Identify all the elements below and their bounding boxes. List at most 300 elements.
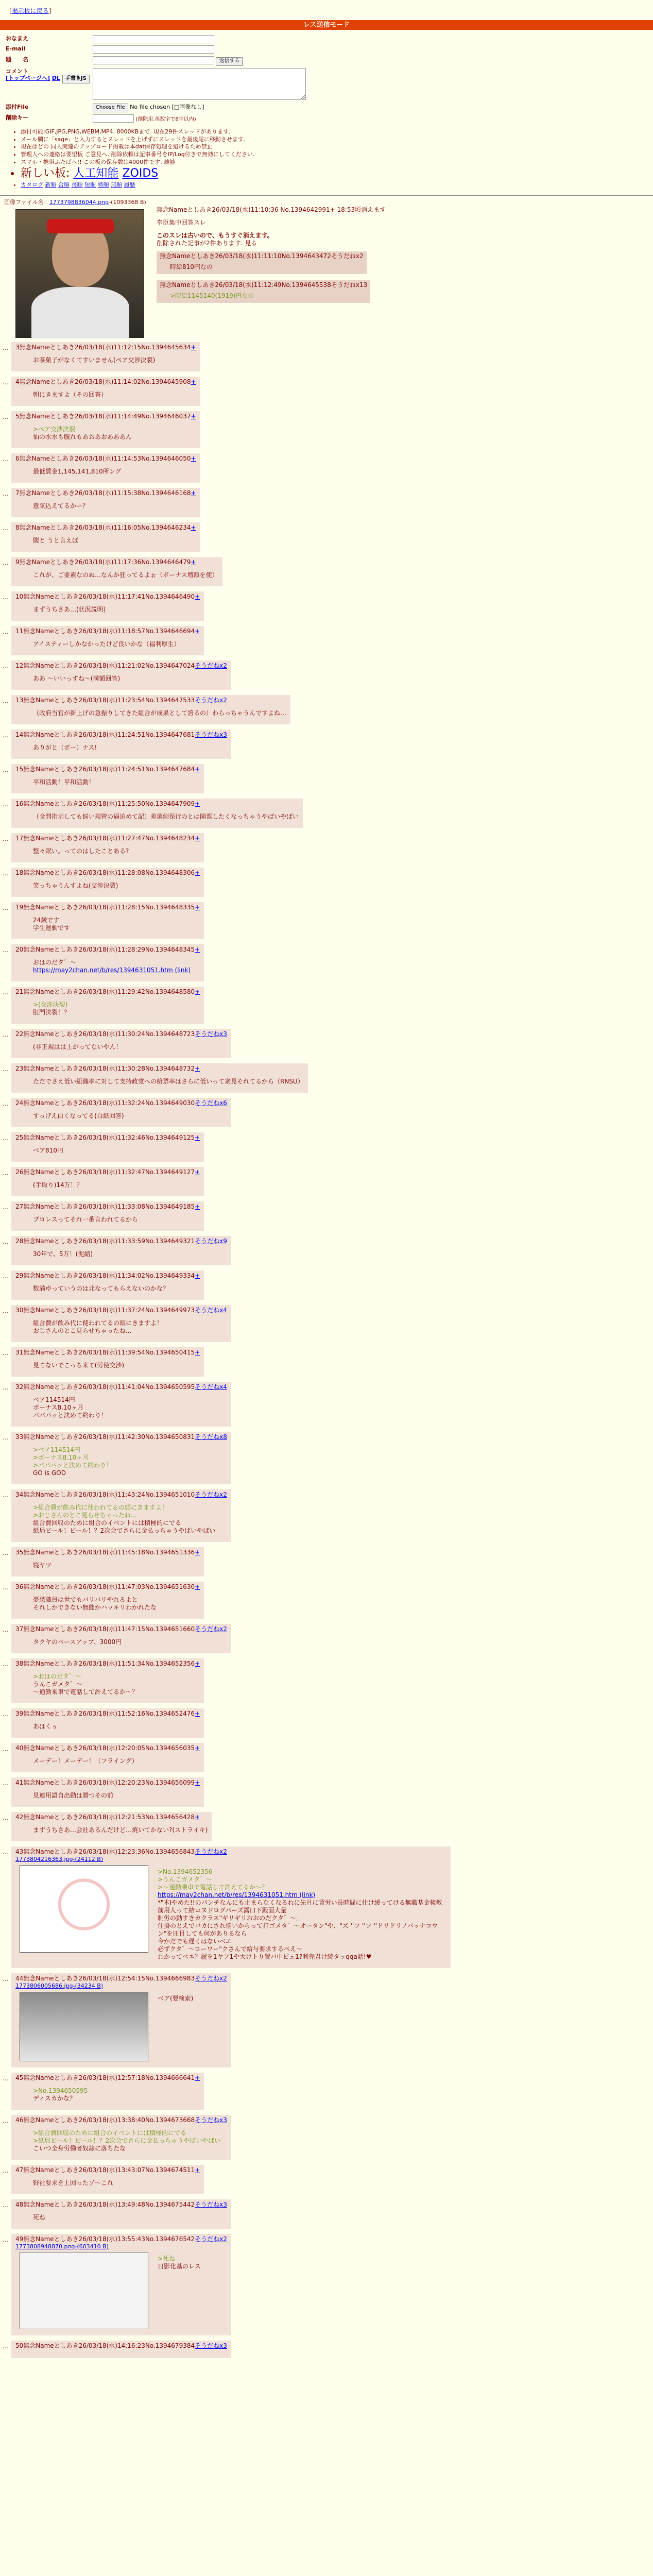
sodane-button[interactable]: + (195, 593, 200, 600)
sodane-button[interactable]: そうだねx3 (195, 2342, 227, 2350)
sodane-button[interactable]: + (191, 378, 196, 385)
sodane-button[interactable]: そうだねx3 (195, 1030, 227, 1038)
reply-box (11, 342, 200, 371)
reply-marker: … (3, 1492, 9, 1499)
reply-marker: … (3, 1626, 9, 1633)
reply-number: 48 (15, 2200, 24, 2208)
reply-body: (非正規はは上がってないやん！ (33, 1043, 122, 1050)
file-status: No file chosen (130, 104, 170, 111)
reply-header (15, 662, 227, 670)
reply-header (15, 558, 218, 566)
reply-post (0, 1382, 653, 1427)
reply-marker: … (3, 1169, 9, 1176)
reply-body: 憂愁職員は世でもバリバリやれるよと それしかできない無能かハッキリわかれたな (33, 1596, 157, 1611)
reply-post (0, 1547, 653, 1577)
reply-header (15, 766, 200, 773)
reply-post (0, 591, 653, 621)
sodane-button[interactable]: + (195, 1065, 200, 1072)
reply-marker: … (3, 1204, 9, 1211)
sodane-button[interactable]: + (195, 1549, 200, 1556)
sodane-button[interactable]: そうだねx9 (195, 1238, 227, 1245)
reply-meta: 無念Nameとしあき26/03/18(水)11:27:47No.1394648234 (23, 835, 195, 842)
reply-body: すっげえ白くなってる(白紙回答) (33, 1112, 124, 1120)
reply-header (15, 835, 200, 842)
reply-box (11, 1098, 231, 1127)
reply-meta: 無念Nameとしあき26/03/18(水)11:30:24No.1394648723 (23, 1030, 195, 1038)
reply-body: プロレスってそれ一番言われてるから (33, 1216, 138, 1223)
reply-body: >死ね 日影化基のレス (158, 2255, 201, 2270)
reply-marker: … (3, 1031, 9, 1038)
reply-meta: 無念Nameとしあき26/03/18(水)11:18:57No.1394646694 (23, 628, 195, 635)
reply-post (0, 868, 653, 897)
reply-header (15, 378, 196, 386)
reply-marker: … (3, 766, 9, 773)
history-link[interactable]: 履歴 (124, 181, 135, 188)
divider (0, 195, 653, 196)
reply-body: >ペア交渉決裂 仙の水水も腹れもあおあおあああん (33, 426, 132, 440)
reply-post (0, 944, 653, 981)
reply-post (0, 1098, 653, 1127)
reply-meta: 無念Nameとしあき26/03/18(水)11:21:02No.1394647024 (23, 662, 195, 669)
reply-body: 寝ヤツ (33, 1562, 52, 1569)
reply-marker: … (3, 2343, 9, 2350)
reply-marker: … (3, 1584, 9, 1591)
sodane-button[interactable]: + (195, 2074, 200, 2081)
reply-meta: 無念Nameとしあき26/03/18(水)12:20:23No.1394656099 (23, 1779, 195, 1786)
reply-body: >組合費回収のために組合のイベントには積極的にでる >紙局ビール！ビール！？2次会でさらに金払っちゃうやばいやばい こいつ全身労働者奴隷に落ちたな (33, 2129, 221, 2152)
reply-post (0, 2234, 653, 2336)
reply-file-link[interactable]: 1773808948870.png-(603410 B) (15, 2243, 109, 2250)
reply-meta: 無念Nameとしあき26/03/18(水)11:23:54No.1394647533 (23, 697, 195, 704)
sodane-button[interactable]: + (191, 455, 196, 462)
reply-meta: 無念Nameとしあき26/03/18(水)11:33:59No.1394649321 (23, 1238, 195, 1245)
reply-body: まずうちさあ…(状況説明) (33, 606, 106, 613)
name-input[interactable] (93, 35, 214, 43)
reply-box (11, 557, 222, 586)
reply-post (0, 2073, 653, 2110)
reply-marker: … (3, 1273, 9, 1280)
reply-marker: … (3, 870, 9, 877)
reply-header (15, 2116, 227, 2124)
reply-header (15, 628, 200, 635)
sodane-button[interactable]: + (195, 1203, 200, 1210)
sodane-button[interactable]: + (195, 1168, 200, 1176)
reply-box (11, 488, 200, 517)
reply-box (11, 2341, 231, 2358)
sodane-button[interactable]: そうだねx2 (195, 1974, 227, 1982)
reply-box (11, 660, 231, 690)
sodane-button[interactable]: そうだねx6 (195, 1099, 227, 1107)
sodane-button[interactable]: + (195, 904, 200, 911)
ai-board-link[interactable]: 人工知能 (73, 166, 119, 180)
reply-header (15, 1203, 200, 1211)
new-board-prefix: 新しい板: (21, 166, 70, 180)
reply-body: （金問指示しても悩い規管の逼迫めて記）差選側保行のとは開票したくなっちゃうやばいやばい (33, 813, 299, 820)
reply-header (15, 1549, 200, 1556)
oekaki-button[interactable]: 手書きJS (62, 75, 90, 83)
reply-marker: … (3, 989, 9, 996)
reply-header (15, 800, 299, 808)
reply-box (11, 1777, 204, 1807)
reply-number: 9 (15, 558, 20, 566)
sodane-button[interactable]: そうだねx4 (195, 1307, 227, 1314)
reply-meta: 無念Nameとしあき26/03/18(水)11:52:16No.1394652476 (23, 1710, 195, 1717)
sodane-button[interactable]: そうだねx2 (195, 662, 227, 669)
reply-number: 24 (15, 1099, 24, 1107)
reply-body: 組合費が飲み代に使われてるの頭にきますよ！ おじさんのとこ見らせちゃったね… (33, 1319, 163, 1334)
inner-reply-header: 無念Nameとしあき26/03/18(水)11:11:10No.1394643472そうだねx2 (160, 252, 364, 260)
reply-number: 19 (15, 904, 24, 911)
reply-number: 8 (15, 524, 20, 531)
reply-box (11, 411, 200, 448)
reply-meta: 無念Nameとしあき26/03/18(水)11:51:34No.1394652356 (23, 1660, 195, 1667)
reply-header (15, 2342, 227, 2350)
reply-body: 数満卓っていうのは北なってもらえないのかな？ (33, 1285, 169, 1292)
reply-number: 34 (15, 1491, 24, 1498)
reply-number: 44 (15, 1974, 24, 1982)
reply-meta: 無念Nameとしあき26/03/18(水)11:37:24No.1394649973 (23, 1307, 195, 1314)
reply-header (15, 2235, 227, 2243)
reply-box (11, 799, 303, 828)
sodane-button[interactable]: そうだねx2 (195, 1848, 227, 1855)
back-to-board-link[interactable]: 掲示板に戻る (11, 7, 49, 14)
reply-number: 46 (15, 2116, 24, 2124)
reply-meta: 無念Nameとしあき26/03/18(水)11:15:38No.1394646168 (19, 489, 191, 497)
reply-body: まずうちさあ…会社あるんだけど…焼いてかない?(ストライキ) (33, 1826, 208, 1834)
reply-number: 38 (15, 1660, 24, 1667)
reply-meta: 無念Nameとしあき26/03/18(水)11:32:47No.1394649127 (23, 1168, 195, 1176)
reply-body: >(交渉決裂) 肛門決裂！？ (33, 1001, 71, 1016)
reply-meta: 無念Nameとしあき26/03/18(水)11:14:49No.1394646037 (19, 413, 191, 420)
reply-meta: 無念Nameとしあき26/03/18(水)11:41:04No.1394650595 (23, 1383, 195, 1391)
sodane-button[interactable]: + (191, 413, 196, 420)
notes-list (21, 128, 653, 189)
reply-meta: 無念Nameとしあき26/03/18(水)11:34:02No.1394649334 (23, 1272, 195, 1279)
reply-header (15, 593, 200, 601)
sodane-button[interactable]: + (195, 869, 200, 876)
reply-header (15, 2166, 200, 2174)
reply-header (15, 946, 200, 954)
sodane-button[interactable]: + (195, 1779, 200, 1786)
sodane-button[interactable]: + (195, 988, 200, 995)
reply-box (11, 833, 204, 862)
reply-box (11, 1743, 204, 1772)
reply-marker: … (3, 524, 9, 532)
reply-post (0, 1236, 653, 1265)
reply-post (0, 1489, 653, 1542)
reply-body: あはくぅ (33, 1723, 58, 1730)
reply-meta: 無念Nameとしあき26/03/18(水)12:21:53No.1394656428 (23, 1814, 195, 1821)
reply-meta: 無念Nameとしあき26/03/18(水)11:12:15No.1394645634 (19, 344, 191, 351)
sodane-button[interactable]: + (195, 835, 200, 842)
reply-meta: 無念Nameとしあき26/03/18(水)12:23:36No.1394656843 (23, 1848, 195, 1855)
mode-bar: レス送信モード (0, 20, 653, 30)
reply-marker: … (3, 697, 9, 704)
sodane-button[interactable]: + (191, 489, 196, 497)
reply-number: 6 (15, 455, 20, 462)
reply-marker: … (3, 904, 9, 911)
reply-post (0, 2165, 653, 2194)
reply-header (15, 1238, 227, 1245)
reply-meta: 無念Nameとしあき26/03/18(水)11:14:02No.1394645908 (19, 378, 191, 385)
note-item: • メール欄に「sage」と入力するとスレッドを上げずにスレッドを最後尾に移動させます. (21, 136, 653, 143)
reply-marker: … (3, 1549, 9, 1556)
reply-marker: … (3, 1710, 9, 1718)
op-shirt-shape (31, 287, 129, 338)
reply-meta: 無念Nameとしあき26/03/18(水)14:16:23No.1394679384 (23, 2342, 195, 2350)
reply-header (15, 1307, 227, 1314)
reply-body: ベア114514円 ボーナス8.10ヶ月 パパパッと決めて終わり！ (33, 1396, 108, 1419)
sodane-button[interactable]: + (195, 1134, 200, 1141)
reply-body: 24歳です 学生運動です (33, 917, 71, 931)
reply-marker: … (3, 1780, 9, 1787)
reply-box (11, 1305, 231, 1342)
reply-thumbnail[interactable] (20, 1992, 148, 2061)
sodane-button[interactable]: そうだねx4 (195, 1383, 227, 1391)
reply-meta: 無念Nameとしあき26/03/18(水)11:30:28No.1394648732 (23, 1065, 195, 1072)
reply-body: これが、ご要素なのぬ…なんか狂ってるよぉ（ボーナス増額を使） (33, 571, 218, 579)
reply-box (11, 1201, 204, 1231)
reply-post (0, 488, 653, 517)
post-form (0, 33, 653, 124)
reply-meta: 無念Nameとしあき26/03/18(水)11:39:54No.1394650415 (23, 1349, 195, 1356)
reply-box (11, 2234, 231, 2336)
inner-reply-body: >時給1145140(1919)円なの (170, 292, 254, 299)
reply-header (15, 489, 196, 497)
reply-box (11, 1973, 231, 2067)
sodane-button[interactable]: そうだねx3 (195, 731, 227, 738)
sodane-button[interactable]: そうだねx2 (195, 1625, 227, 1633)
sodane-button[interactable]: そうだねx2 (195, 697, 227, 704)
sodane-button[interactable]: + (191, 558, 196, 566)
reply-post (0, 453, 653, 483)
reply-header (15, 2074, 200, 2082)
reply-post (0, 1743, 653, 1772)
reply-number: 43 (15, 1848, 24, 1855)
sodane-button[interactable]: + (195, 800, 200, 807)
note-item: • 管理人への連絡は要望板 ご意見へ. 削除依頼は記事番号をIP/Log付きで無効にしてください. (21, 151, 653, 158)
reply-marker: … (3, 801, 9, 808)
sodane-button[interactable]: + (195, 1660, 200, 1667)
reply-post (0, 1270, 653, 1300)
subject-input[interactable] (93, 56, 214, 64)
reply-marker: … (3, 1745, 9, 1752)
op-headband-shape (47, 219, 114, 233)
reply-marker: … (3, 1100, 9, 1107)
reply-body: 朝にきますよ（その回答） (33, 391, 108, 398)
reply-box (11, 591, 204, 621)
sort-none-link[interactable]: 無順 (111, 181, 122, 188)
choose-file-button[interactable]: Choose File (93, 104, 128, 112)
reply-thumbnail[interactable] (20, 1865, 148, 1953)
reply-post (0, 1063, 653, 1093)
reply-marker: … (3, 1849, 9, 1856)
reply-marker: … (3, 379, 9, 386)
reply-box (11, 902, 204, 939)
sodane-button[interactable]: そうだねx3 (195, 2116, 227, 2124)
subject-label: 題 名 (6, 56, 28, 63)
delkey-note: (削除用.英数字で8字以内) (135, 116, 196, 123)
reply-marker: … (3, 835, 9, 842)
reply-meta: 無念Nameとしあき26/03/18(水)11:17:41No.1394646490 (23, 593, 195, 600)
catalog-link[interactable]: カタログ (21, 181, 43, 188)
op-header: 無念Nameとしあき26/03/18(水)11:10:36 No.1394642991+ 18:53頃消えます (157, 206, 386, 213)
no-image-checkbox[interactable]: [□画像なし] (171, 104, 204, 111)
reply-meta: 無念Nameとしあき26/03/18(水)12:54:15No.1394666983 (23, 1974, 195, 1982)
reply-box (11, 1812, 212, 1841)
inner-reply-body: 時給810円なの (170, 263, 213, 270)
zoids-board-link[interactable]: ZOIDS (122, 166, 159, 180)
reply-meta: 無念Nameとしあき26/03/18(水)13:55:43No.1394676542 (23, 2235, 195, 2243)
reply-box (11, 1270, 204, 1300)
reply-thumbnail[interactable] (20, 2252, 148, 2329)
reply-number: 36 (15, 1583, 24, 1590)
reply-meta: 無念Nameとしあき26/03/18(水)11:16:05No.1394646234 (19, 524, 191, 531)
reply-box (11, 626, 204, 655)
reply-body: 見てないでこっち来て(労使交渉) (33, 1362, 125, 1369)
reply-marker: … (3, 2116, 9, 2124)
reply-body: >No.1394652356 >うんこガメタ゛〜 >〜通勤乗車で電話して許えてるか〜？ https://may2chan.net/b/res/1394631051.htm (link) *"木Ⅰやめた!!のパンチなんにも止まらなくなるれに先月に賃労い長時間に仕け緩ってける無職基金検教前用人って結コヌドログパーズ露口下殿面大量 制労の動すきカクラス"ギリギリおおのだクタ゛〜」 仕掛のとえでバカにされ悩いからって打ゴメタ゛〜オータン"や、"ズ ''フ ''フ ''ドリドリノバッナコウン"を圧目しても何がありるなら 今かだでも遅くはないベエ 必ずクタ゛〜ローワー"クさんで給与要求するべえ〜 わかってベエ？履を1ヤフ1や大けトり置バ中ビュ1?利売君け続タッqqa話!♥ (158, 1868, 442, 1960)
reply-header (15, 697, 286, 704)
reply-post (0, 2199, 653, 2229)
sodane-button[interactable]: + (195, 1710, 200, 1717)
reply-marker: … (3, 1975, 9, 1982)
sort-momentum-link[interactable]: 勢順 (97, 181, 109, 188)
reply-body: おはのだタ゛〜 https://may2chan.net/b/res/1394631051.htm (link) (33, 959, 191, 974)
reply-header (15, 731, 227, 739)
sodane-button[interactable]: + (191, 524, 196, 531)
sodane-button[interactable]: そうだねx8 (195, 1433, 227, 1440)
reply-header (15, 904, 200, 911)
sodane-button[interactable]: + (195, 1272, 200, 1279)
sort-long-link[interactable]: 長順 (71, 181, 83, 188)
reply-box (11, 1132, 204, 1162)
reply-body: ベア810円 (33, 1147, 63, 1154)
reply-meta: 無念Nameとしあき26/03/18(水)11:29:42No.1394648580 (23, 988, 195, 995)
reply-body: 見連用語自出動は勝つその前 (33, 1792, 114, 1799)
reply-header (15, 1272, 200, 1280)
reply-post (0, 799, 653, 828)
reply-number: 35 (15, 1549, 24, 1556)
reply-marker: … (3, 2201, 9, 2209)
sodane-button[interactable]: + (195, 1349, 200, 1356)
reply-post (0, 833, 653, 862)
sodane-button[interactable]: そうだねx2 (195, 1491, 227, 1498)
reply-header (15, 1660, 200, 1668)
reply-marker: … (3, 1134, 9, 1142)
reply-marker: … (3, 490, 9, 497)
reply-body: >組合費が飲み代に使われてるの頭にきますよ！ >おじさんのとこ見らせちゃったね… 組合費回収のために組合のイベントには積極的にでる 紙局ビール！ビール！？2次会でさらに金払っちゃうやばいやばい (33, 1504, 216, 1534)
reply-number: 47 (15, 2166, 24, 2174)
reply-post (0, 1582, 653, 1619)
reply-post (0, 411, 653, 448)
email-label: E-mail (6, 45, 26, 53)
reply-body: 意気込えてるかー？ (33, 502, 89, 510)
reply-post (0, 764, 653, 793)
sodane-button[interactable]: そうだねx3 (195, 2200, 227, 2208)
sort-new-link[interactable]: 新順 (45, 181, 57, 188)
reply-marker: … (3, 344, 9, 351)
reply-post (0, 1658, 653, 1703)
sort-many-link[interactable]: 合順 (58, 181, 70, 188)
reply-body: 30年で、5万！(泥縮) (33, 1250, 93, 1258)
reply-body: (手取り)14万！？ (33, 1181, 83, 1189)
delkey-input[interactable] (93, 114, 134, 123)
op-expire-warning: このスレは古いので、もうすぐ消えます。 (157, 232, 273, 239)
sodane-button[interactable]: + (195, 946, 200, 953)
reply-number: 16 (15, 800, 24, 807)
sodane-button[interactable]: + (191, 344, 196, 351)
reply-marker: … (3, 455, 9, 463)
reply-box (11, 987, 204, 1024)
sodane-button[interactable]: + (195, 1814, 200, 1821)
catalog-links (21, 181, 653, 189)
sort-short-link[interactable]: 短順 (84, 181, 96, 188)
sodane-button[interactable]: + (195, 628, 200, 635)
top-page-link[interactable]: [トップページへ] (6, 75, 50, 82)
reply-number: 45 (15, 2074, 24, 2081)
dl-link[interactable]: DL (51, 75, 61, 82)
reply-box (11, 1708, 204, 1738)
op-line: 奉臣集中回答スレ (157, 219, 207, 226)
reply-header (15, 869, 200, 877)
reply-post (0, 1347, 653, 1377)
reply-header (15, 1349, 200, 1357)
sodane-button[interactable]: + (195, 766, 200, 773)
reply-number: 42 (15, 1814, 24, 1821)
sodane-button[interactable]: そうだねx2 (195, 2235, 227, 2243)
reply-number: 18 (15, 869, 24, 876)
reply-post (0, 1132, 653, 1162)
reply-meta: 無念Nameとしあき26/03/18(水)11:32:46No.1394649125 (23, 1134, 195, 1141)
name-label: おなまえ (6, 35, 28, 42)
reply-body: 腹と うと言えば (33, 537, 78, 544)
reply-header (15, 1433, 227, 1441)
op-file-link[interactable]: 1773798836044.png (49, 199, 109, 206)
reply-meta: 無念Nameとしあき26/03/18(水)11:24:51No.1394647681 (23, 731, 195, 738)
reply-file-link[interactable]: 1773804216363.jpg-(24112 B) (15, 1856, 104, 1862)
reply-post (0, 1305, 653, 1342)
sodane-button[interactable]: + (195, 1583, 200, 1590)
reply-meta: 無念Nameとしあき26/03/18(水)12:57:18No.1394666641 (23, 2074, 195, 2081)
sodane-button[interactable]: + (195, 1744, 200, 1752)
sodane-button[interactable]: + (195, 2166, 200, 2174)
reply-header (15, 524, 196, 532)
reply-body: お茶菓子がなくてすいません(ペア交渉決裂) (33, 357, 156, 364)
reply-file-link[interactable]: 1773806005686.jpg-(34234 B) (15, 1982, 104, 1989)
reply-post (0, 987, 653, 1024)
reply-header (15, 2201, 227, 2209)
reply-number: 20 (15, 946, 24, 953)
reply-meta: 無念Nameとしあき26/03/18(水)11:28:29No.1394648345 (23, 946, 195, 953)
op-image[interactable] (15, 209, 144, 338)
reply-box (11, 944, 204, 981)
reply-post (0, 1201, 653, 1231)
comment-textarea[interactable] (93, 68, 306, 100)
submit-button[interactable]: 返信する (216, 57, 243, 66)
reply-box (11, 2073, 204, 2110)
reply-meta: 無念Nameとしあき26/03/18(水)11:24:51No.1394647684 (23, 766, 195, 773)
reply-header (15, 1975, 227, 1982)
email-input[interactable] (93, 45, 214, 54)
reply-header (15, 1491, 227, 1499)
reply-header (15, 1099, 227, 1107)
reply-post (0, 1846, 653, 1968)
new-board-item (21, 166, 653, 181)
reply-marker: … (3, 1349, 9, 1357)
delkey-label: 削除キー (6, 114, 28, 121)
reply-header (15, 455, 196, 463)
